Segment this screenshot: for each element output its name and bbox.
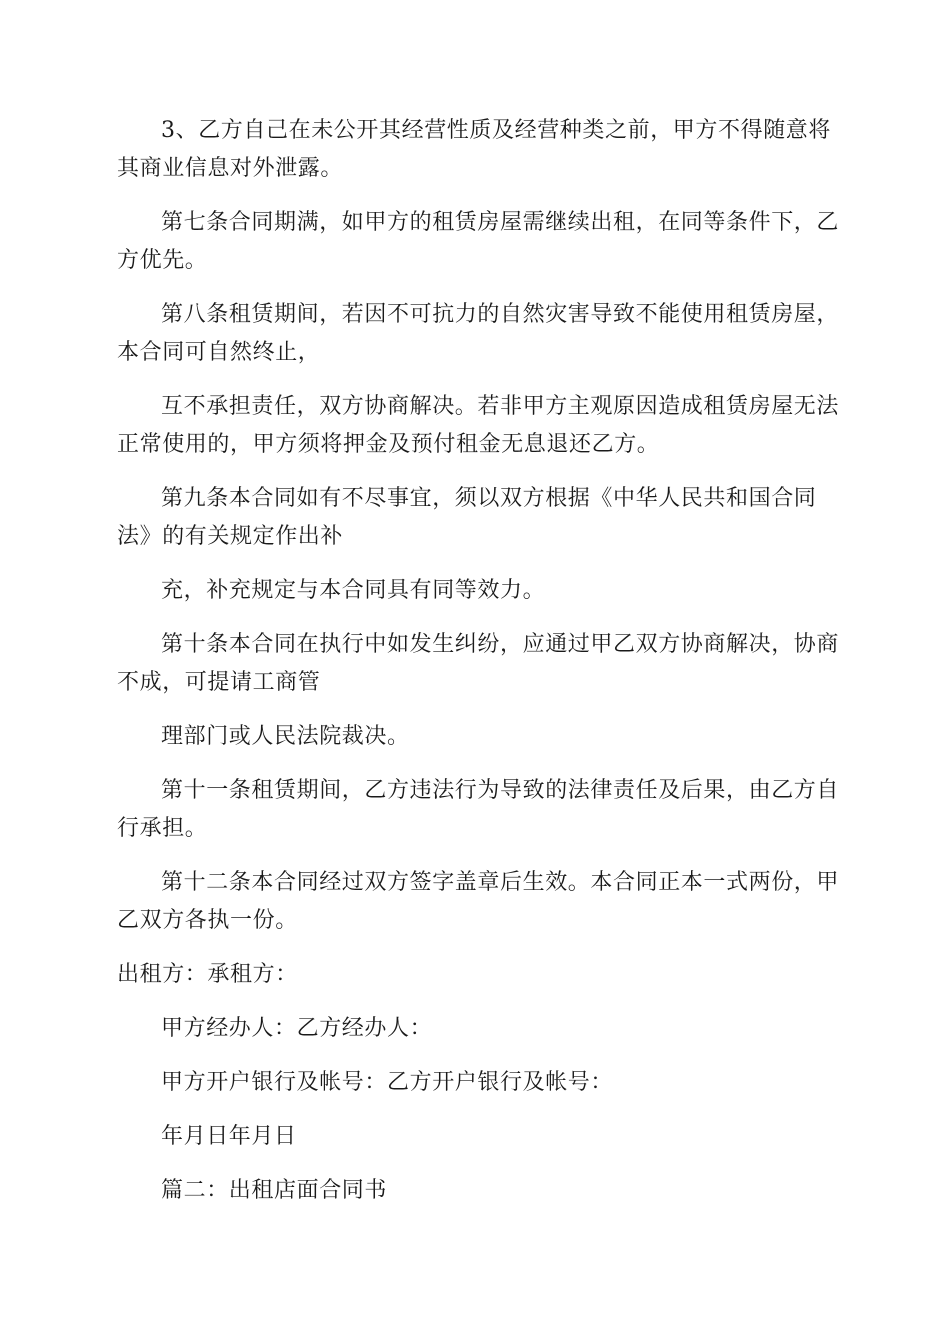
clause-8-line-1: 第八条租赁期间，若因不可抗力的自然灾害导致不能使用租赁房屋， [161,302,840,327]
clause-7-line-1: 第七条合同期满，如甲方的租赁房屋需继续出租，在同等条件下，乙 [161,210,840,235]
clause-9-continued: 充，补充规定与本合同具有同等效力。 [161,578,546,603]
clause-8-continued-line-1: 互不承担责任，双方协商解决。若非甲方主观原因造成租赁房屋无法 [161,394,840,419]
clause-12-line-1: 第十二条本合同经过双方签字盖章后生效。本合同正本一式两份，甲 [161,870,840,895]
clause-8-line-2: 本合同可自然终止， [117,340,321,365]
section-heading-part-two: 篇二：出租店面合同书 [161,1178,388,1203]
clause-10-continued: 理部门或人民法院裁决。 [161,724,410,749]
signature-bank-accounts: 甲方开户银行及帐号：乙方开户银行及帐号： [161,1070,614,1095]
clause-6-item-3-line-2: 其商业信息对外泄露。 [117,156,344,181]
clause-9-line-2: 法》的有关规定作出补 [117,524,344,549]
clause-10-line-1: 第十条本合同在执行中如发生纠纷，应通过甲乙双方协商解决，协商 [161,632,840,657]
clause-11-line-2: 行承担。 [117,816,208,841]
clause-6-item-3-line-1: 3、乙方自己在未公开其经营性质及经营种类之前，甲方不得随意将 [161,118,831,143]
signature-dates: 年月日年月日 [161,1124,297,1149]
clause-11-line-1: 第十一条租赁期间，乙方违法行为导致的法律责任及后果，由乙方自 [161,778,840,803]
clause-9-line-1: 第九条本合同如有不尽事宜，须以双方根据《中华人民共和国合同 [161,486,817,511]
signature-agents: 甲方经办人：乙方经办人： [161,1016,433,1041]
signature-parties: 出租方：承租方： [117,962,298,987]
clause-7-line-2: 方优先。 [117,248,208,273]
clause-8-continued-line-2: 正常使用的，甲方须将押金及预付租金无息退还乙方。 [117,432,660,457]
clause-10-line-2: 不成，可提请工商管 [117,670,321,695]
clause-12-line-2: 乙双方各执一份。 [117,908,298,933]
